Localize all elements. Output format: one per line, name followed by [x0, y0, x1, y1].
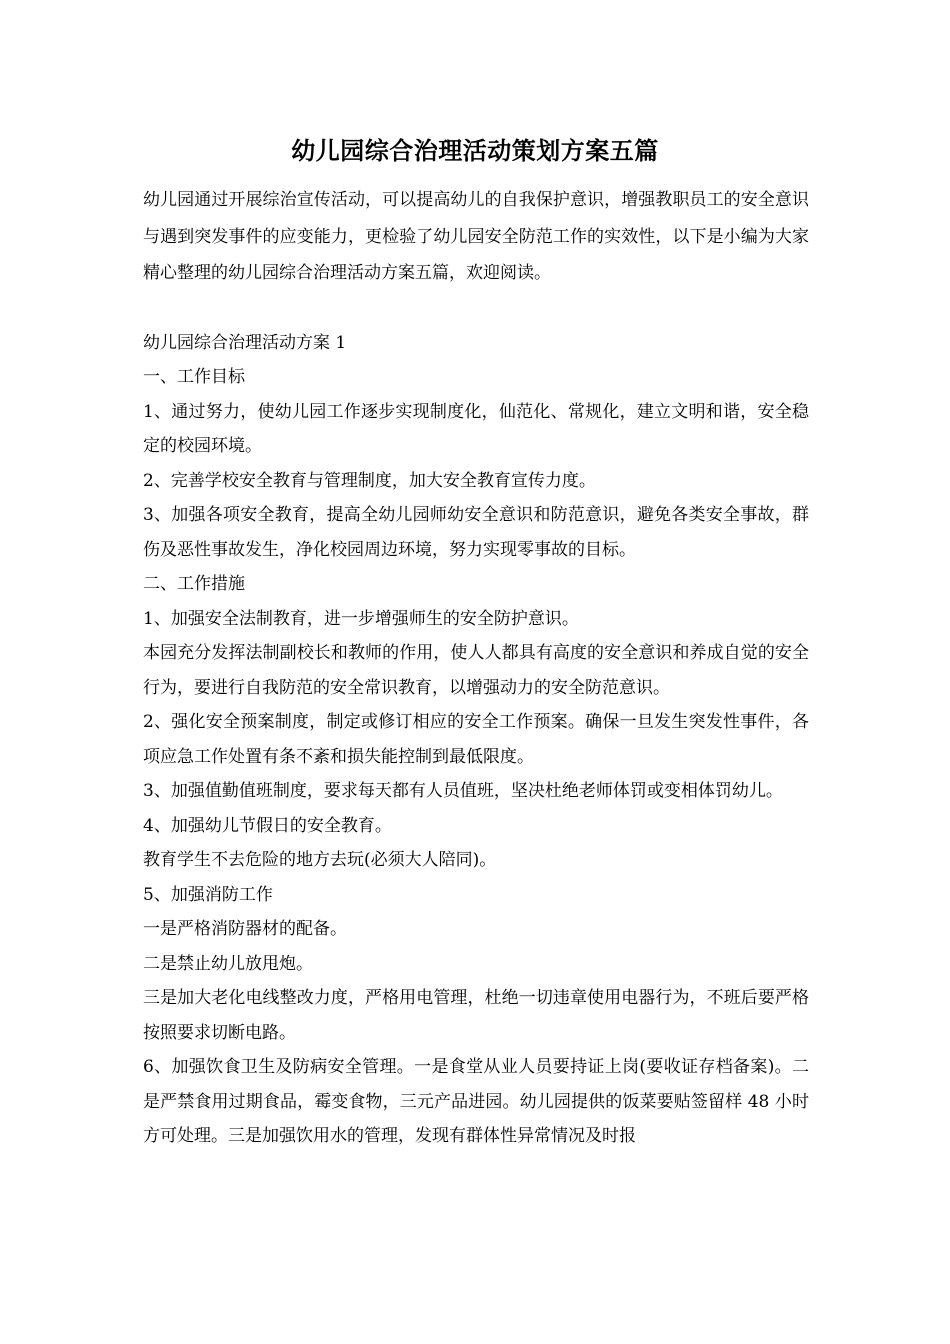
- paragraph: 2、强化安全预案制度，制定或修订相应的安全工作预案。确保一旦发生突发性事件，各项应急工作处置有条不紊和损失能控制到最低限度。: [143, 712, 809, 767]
- paragraph: 5、加强消防工作: [143, 884, 273, 905]
- paragraph: 二是禁止幼儿放甩炮。: [143, 953, 313, 974]
- subheading-goals: 一、工作目标: [143, 367, 245, 387]
- section-content: [143, 326, 809, 1154]
- paragraph: 一是严格消防器材的配备。: [143, 919, 347, 939]
- paragraph: 2、完善学校安全教育与管理制度，加大安全教育宣传力度。: [143, 470, 596, 491]
- subheading-measures: 二、工作措施: [143, 574, 245, 594]
- paragraph: 1、通过努力，使幼儿园工作逐步实现制度化，仙范化、常规化，建立文明和谐，安全稳定的校园环境。: [143, 401, 809, 456]
- document-body: [143, 182, 809, 1154]
- intro-paragraph: 幼儿园通过开展综治宣传活动，可以提高幼儿的自我保护意识，增强教职员工的安全意识与遇到突发事件的应变能力，更检验了幼儿园安全防范工作的实效性，以下是小编为大家精心整理的幼儿园综合治理活动方案五篇，欢迎阅读。: [143, 190, 809, 283]
- document-title: 幼儿园综合治理活动策划方案五篇: [291, 136, 659, 165]
- paragraph: 本园充分发挥法制副校长和教师的作用，使人人都具有高度的安全意识和养成自觉的安全行为，要进行自我防范的安全常识教育，以增强动力的安全防范意识。: [143, 643, 809, 698]
- section-heading: 幼儿园综合治理活动方案 1: [143, 332, 347, 353]
- paragraph: 教育学生不去危险的地方去玩(必须大人陪同)。: [143, 850, 497, 870]
- paragraph: 4、加强幼儿节假日的安全教育。: [143, 815, 392, 836]
- paragraph: 3、加强值勤值班制度，要求每天都有人员值班，坚决杜绝老师体罚或变相体罚幼儿。: [143, 781, 783, 801]
- paragraph: 1、加强安全法制教育，进一步增强师生的安全防护意识。: [143, 608, 579, 629]
- paragraph: 3、加强各项安全教育，提高全幼儿园师幼安全意识和防范意识，避免各类安全事故，群伤及恶性事故发生，净化校园周边环境，努力实现零事故的目标。: [143, 505, 809, 560]
- paragraph: 三是加大老化电线整改力度，严格用电管理，杜绝一切违章使用电器行为，不班后要严格按照要求切断电路。: [143, 988, 809, 1043]
- paragraph: 6、加强饮食卫生及防病安全管理。一是食堂从业人员要持证上岗(要收证存档备案)。二是严禁食用过期食品，霉变食物，三元产品进园。幼儿园提供的饭菜要贴签留样 48 小时方可处理。三是加强饮用水的管理，发现有群体性异常情况及时报: [143, 1057, 809, 1146]
